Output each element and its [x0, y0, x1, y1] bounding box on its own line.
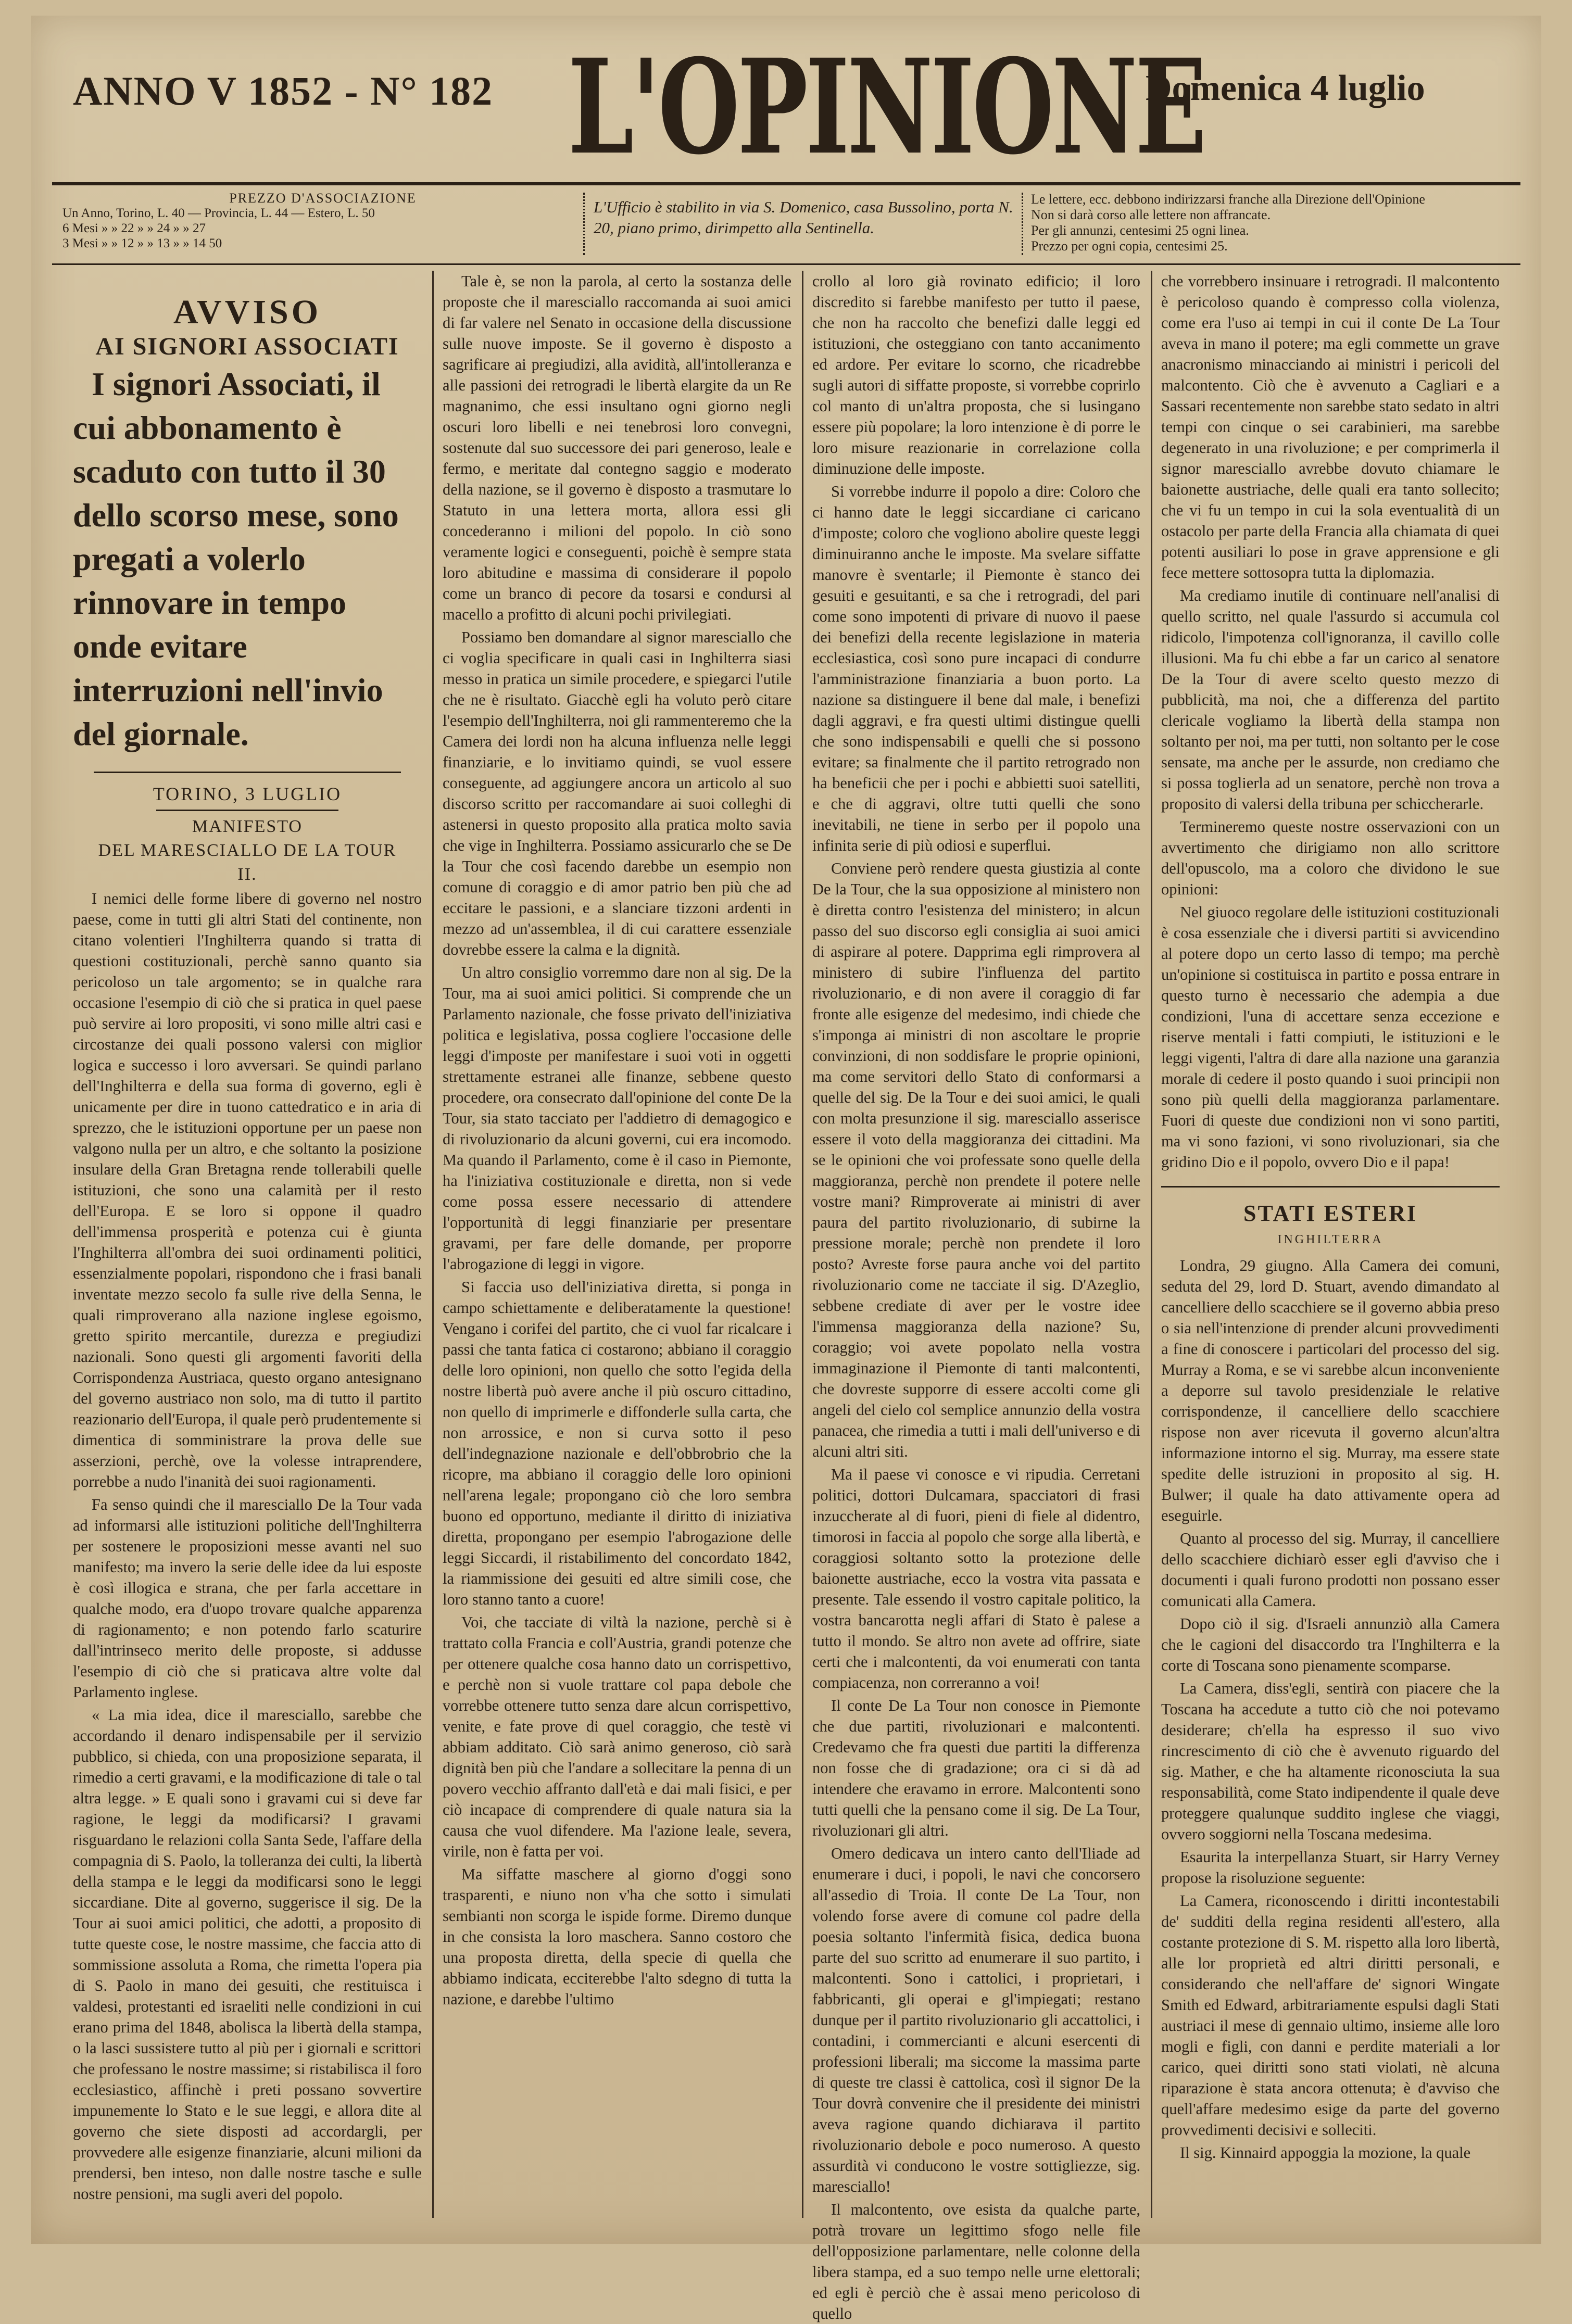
issue-date: Domenica 4 luglio	[1146, 68, 1425, 108]
column-2	[443, 271, 791, 2228]
paragraph: Ma il paese vi conosce e vi ripudia. Cerretani politici, dottori Dulcamara, spacciatori di frasi inzuccherate al di fuori, pieni di fiele al didentro, timorosi in faccia al popolo che sorge alla libertà, e coraggiosi soltanto sotto la protezione delle baionette austriache, ecco la vostra vita passata e presente. Tale essendo il vostro capitale politico, la vostra bancarotta negli affari di Stato è palese a tutto il mondo. Se altro non avete ad offrire, siate certi che i malcontenti, da voi enumerati con tanta compiacenza, non correranno a voi!	[812, 1466, 1140, 1691]
avviso-subtitle: AI SIGNORI ASSOCIATI	[95, 333, 399, 360]
section-heading: STATI ESTERI	[1243, 1201, 1417, 1226]
divider	[94, 772, 401, 773]
paragraph: La Camera, diss'egli, sentirà con piacere che la Toscana ha accedute a tutto ciò che noi potevamo desiderare; ch'ella ha espresso il suo vivo rincrescimento di ciò che è avvenuto riguardo del sig. Mather, e che ha altamente riconosciuta la sua responsabilità, come Stato indipendente il quale deve proteggere qualunque suddito inglese che viaggi, ovvero soggiorni nella Toscana medesima.	[1161, 1679, 1500, 1843]
paragraph: Possiamo ben domandare al signor maresciallo che ci voglia specificare in quali casi in Inghilterra siasi messo in pratica un simile procedere, e spiegarci l'utile che ne è risultato. Giacchè egli ha voluto però citare l'esempio dell'Inghilterra, noi gli rammenteremo che la Camera dei lordi non ha alcuna influenza nelle leggi finanziarie, e lo invitiamo quindi, se vuol essere conseguente, ad aggiungere ancora un articolo al suo discorso scritto per raccomandare ai suoi colleghi di astenersi in questo proposito alla pratica molto savia che vige in Inghilterra. Possiamo assicurarlo che se De la Tour che così facendo darebbe un esempio non comune di coraggio e di amor patrio ben più che ad eccitare le passioni, e a slanciare tizzoni ardenti in mezzo ad un'assemblea, il di cui carattere essenziale dovrebbe essere la calma e la dignità.	[443, 628, 791, 958]
subscription-strip	[52, 182, 1520, 265]
paragraph: Conviene però rendere questa giustizia al conte De la Tour, che la sua opposizione al ministero non è diretta contro l'esistenza del ministero; in alcun passo del suo discorso egli consiglia ai suoi amici di aspirare al potere. Dapprima egli rimprovera al ministero di subire l'influenza del partito rivoluzionario, e di non avere il coraggio di far fronte alle esigenze del medesimo, indi chiede che s'imponga ai ministri di non ascoltare le proprie convinzioni, di non soddisfare le proprie opinioni, ma come servitori dello Stato di conformarsi a quelle del sig. De la Tour e dei suoi amici, le quali con molta presunzione il sig. maresciallo asserisce essere il voto della maggioranza dei cittadini. Ma se le opinioni che voi professate sono quelle della maggioranza, perchè non prendete il potere nelle vostre mani? Rimproverate ai ministri di aver paura del partito rivoluzionario, di subirne la pressione morale; perchè non prendete il loro posto? Avreste forse paura anche voi del partito rivoluzionario come ne tacciate il sig. D'Azeglio, sebbene crediate di aver per le vostre idee l'immensa maggioranza della nazione? Su, coraggio; voi avete popolato nella vostra immaginazione il Piemonte di tanti malcontenti, che dovreste supporre di essere accolti come gli angeli del cielo col semplice annunzio della vostra panacea, che rimedia a tutti i mali dell'universo e di alcuni altri siti.	[812, 860, 1140, 1460]
column-rule	[802, 271, 803, 2218]
strip-separator	[1022, 193, 1023, 255]
paragraph: Esaurita la interpellanza Stuart, sir Harry Verney propose la risoluzione seguente:	[1161, 1848, 1500, 1887]
paragraph: Il conte De La Tour non conosce in Piemonte che due partiti, rivoluzionari e malcontenti. Credevamo che fra questi due partiti la differenza non fosse che di gradazione; ora ci si dà ad intendere che eravamo in errore. Malcontenti sono tutti quelli che la pensano come il sig. De La Tour, rivoluzionari gli altri.	[812, 1697, 1140, 1839]
notice-lines	[1031, 192, 1520, 254]
paragraph: I nemici delle forme libere di governo nel nostro paese, come in tutti gli altri Stati del continente, non citano volentieri l'Inghilterra quando si tratta di questioni costituzionali, perchè sanno quanto sia pericoloso un tale argomento; se in qualche rara occasione l'esempio di ciò che si pratica in quel paese può servire ai loro propositi, vi sono mille altri casi e circostanze dei quali possono valersi con miglior logica e successo i loro avversari. Se quindi parlano dell'Inghilterra e della sua forma di governo, egli è unicamente per dire in tuono cattedratico e in aria di sprezzo, che le istituzioni opportune per un paese non valgono nulla per un altro, e che soltanto la posizione insulare della Gran Bretagna rende tollerabili quelle istituzioni, che sono una calamità per il resto dell'Europa. E se loro si oppone il quadro dell'immensa prosperità e potenza cui è giunta l'Inghilterra all'ombra dei suoi ordinamenti politici, essenzialmente popolari, rispondono che i frasi banali inventate mezzo secolo fa sulle rive della Senna, le quali rimproverano alla nazione inglese egoismo, gretto spirito mercantile, durezza e pregiudizi nazionali. Sono questi gli argomenti favoriti della Corrispondenza Austriaca, questo organo antesignano del governo austriaco non solo, ma di tutto il partito reazionario dell'Europa, il quale però prudentemente si dimentica di somministrare la prova delle sue asserzioni, perchè, ove la volesse intraprendere, porrebbe a nudo l'inanità dei suoi ragionamenti.	[73, 890, 422, 1491]
divider	[1161, 1186, 1500, 1188]
paragraph: Ma crediamo inutile di continuare nell'analisi di quello scritto, nel quale l'assurdo si accumula col ridicolo, l'impotenza coll'ignoranza, il cavillo colle illusioni. Ma fu chi ebbe a far un carico al senatore De la Tour di avere scelto questo mezzo di pubblicità, ma noi, che a differenza del partito clericale vogliamo la libertà della stampa non soltanto per noi, ma per tutti, non soltanto per le cose sensate, ma anche per le assurde, non crediamo che si possa toglierla ad un senatore, perchè non trova a proposito di valersi della tribuna per schiccherarle.	[1161, 587, 1500, 813]
avviso-body: I signori Associati, il cui abbonamento è scaduto con tutto il 30 dello scorso mese, sono pregati a volerlo rinnovare in tempo onde evitare interruzioni nell'invio del giornale.	[73, 365, 399, 752]
avviso-title: AVVISO	[173, 293, 322, 331]
paragraph: Un altro consiglio vorremmo dare non al sig. De la Tour, ma ai suoi amici politici. Si comprende che un Parlamento nazionale, che fosse privato dell'iniziativa politica e legislativa, possa cogliere l'occasione delle leggi d'imposte per manifestare i suoi voti in oggetti strettamente estranei alle finanze, sebbene questo procedere, ora consecrato dall'opinione del conte De la Tour, sia stato tacciato per l'addietro di demagogico e di rivoluzionario da alcuni governi, cui era incomodo. Ma quando il Parlamento, come è il caso in Piemonte, ha l'iniziativa costituzionale e diretta, non si vede come possa essere necessario di attendere l'opportunità di leggi finanziarie per presentare gravami, per fare delle domande, per proporre l'abrogazione di leggi in vigore.	[443, 964, 791, 1273]
paragraph: Tale è, se non la parola, al certo la sostanza delle proposte che il maresciallo raccomanda ai suoi amici di far valere nel Senato in occasione della discussione sulle nuove imposte. Se il governo è disposto a sagrificare ai pregiudizi, alla avidità, all'intolleranza e alle passioni dei retrogradi le libertà elargite da un Re magnanimo, che essi insultano ogni giorno negli oscuri loro libelli e nei tenebrosi loro convegni, sostenute dal suo successore dei pari generoso, leale e fermo, e meritate dal contegno saggio e moderato della nazione, se il governo è disposto a trasmutare lo Statuto in una lettera morta, allora essi gli concederanno i milioni del popolo. In ciò sono veramente logici e conseguenti, poichè è sempre stata loro abitudine e massima di considerare il popolo come un branco di pecore da tosarsi e condursi al macello a profitto di alcuni pochi privilegiati.	[443, 272, 791, 623]
paragraph: Il sig. Kinnaird appoggia la mozione, la quale	[1180, 2144, 1471, 2162]
article-part: II.	[237, 865, 257, 884]
paragraph: La Camera, riconoscendo i diritti incontestabili de' sudditi della regina residenti all'estero, alla costante protezione di S. M. rispetto alla loro libertà, alle lor proprietà ed altri diritti personali, e considerando che nell'affare de' signori Wingate Smith ed Edward, arbitrariamente espulsi dagli Stati austriaci il mese di gennaio ultimo, insieme alle loro mogli e figli, con danni e perdite materiali a lor carico, quei diritti sono stati violati, nè alcuna riparazione è stata ancora ottenuta; è d'avviso che quell'affare medesimo esige da parte del governo provvedimenti decisivi e solleciti.	[1161, 1892, 1500, 2139]
paragraph: Si faccia uso dell'iniziativa diretta, si ponga in campo schiettamente e deliberatamente la questione! Vengano i corifei del partito, che ci vuol far ricalcare i passi che tanta fatica ci costarono; abbiano il coraggio delle loro opinioni, non quello che sotto l'egida della nostre libertà può avere anche il più oscuro cittadino, non quello di imprimerle e diffonderle sulla carta, che non arrossice, e non si curva sotto il peso dell'indegnazione nazionale e dell'obbrobrio che la ricopre, ma abbiano il coraggio delle loro opinioni nell'arena legale; propongano ciò che loro sembra buono ed opportuno, mediante il diritto di iniziativa diretta, propongano per esempio l'abrogazione delle leggi Siccardi, il ristabilimento del concordato 1842, la riammissione dei gesuiti ed altre simili cose, che loro stanno tanto a cuore!	[443, 1278, 791, 1608]
price-line: 6 Mesi » » 22 » » 24 » » 27	[62, 221, 206, 235]
column-3	[812, 271, 1140, 2322]
paragraph: Omero dedicava un intero canto dell'Iliade ad enumerare i duci, i popoli, le navi che concorsero all'assedio di Troia. Il conte De La Tour, non volendo forse avere di comune col padre della poesia soltanto l'infermità fisica, dedica buona parte del suo scritto ad enumerare il suo partito, i malcontenti. Sono i cattolici, i proprietari, i fabbricanti, gli operai e gl'impiegati; restano dunque per il partito rivoluzionario gli accattolici, i contadini, i commercianti e alcuni esercenti di professioni liberali; ma siccome la massima parte di queste tre classi è cattolica, così il signor De la Tour dovrà convenire che il presidente dei ministri aveva ragione quando dichiarava il partito rivoluzionario debole e poco numeroso. A questo assurdità vi conducono le vostre sottigliezze, sig. maresciallo!	[812, 1845, 1140, 2195]
newspaper-page	[31, 16, 1541, 2322]
paragraph: Fa senso quindi che il maresciallo De la Tour vada ad informarsi alle istituzioni politiche dell'Inghilterra per sostenere le proposizioni messe avanti nel suo manifesto; ma invero la serie delle idee da lui esposte è così illogica e strana, che per farla accettare in qualche modo, era d'uopo trovare qualche apparenza di ragionamento; e non potendo farlo scaturire dall'intrinseco merito delle proposte, si addusse l'esempio di ciò che si praticava altre volte dal Parlamento inglese.	[73, 1496, 422, 1701]
section-subheading: INGHILTERRA	[1277, 1233, 1384, 1246]
dateline: TORINO, 3 LUGLIO	[153, 784, 342, 804]
notice-line: Le lettere, ecc. debbono indirizzarsi franche alla Direzione dell'Opinione	[1031, 192, 1425, 207]
price-line: 3 Mesi » » 12 » » 13 » » 14 50	[62, 236, 222, 250]
column-rule	[1151, 271, 1152, 2218]
paragraph: Voi, che tacciate di viltà la nazione, perchè si è trattato colla Francia e coll'Austria, grandi potenze che per ottenere qualche cosa hanno dato un corrispettivo, e perchè non si vuole trattare col papa debole che vorrebbe ottenere tutto senza dare alcun corrispettivo, venite, e fate prove di quel coraggio, che testè vi abbiam additato. Ciò sarà animo generoso, ciò sarà dignità ben più che l'andare a sollecitare la penna di un povero vecchio affranto dall'età e dai mali fisici, e per ciò incapace di comprendere di quale natura sia la causa che vuol difendere. Ma l'azione leale, severa, virile, non è fatta per voi.	[443, 1613, 791, 1860]
subscription-prices	[62, 191, 583, 251]
notice-line: Non si darà corso alle lettere non affrancate.	[1031, 207, 1271, 222]
paragraph: Ma siffatte maschere al giorno d'oggi sono trasparenti, e niuno non v'ha che sotto i simulati sembianti non scorga le ispide forme. Diremo dunque in che consista la loro maschera. Sanno costoro che una proposta diretta, della specie di quella che abbiamo indicata, ecciterebbe l'alto sdegno di tutta la nazione, e darebbe l'ultimo	[443, 1865, 791, 2008]
paragraph: Termineremo queste nostre osservazioni con un avvertimento che dirigiamo non allo scrittore dell'opuscolo, ma a coloro che dividono le sue opinioni:	[1161, 818, 1500, 898]
notice-line: Per gli annunzi, centesimi 25 ogni linea.	[1031, 223, 1249, 238]
article-subheading: DEL MARESCIALLO DE LA TOUR	[98, 841, 397, 860]
office-address: L'Ufficio è stabilito in via S. Domenico, casa Bussolino, porta N. 20, piano primo, dirimpetto alla Sentinella.	[594, 198, 1013, 237]
notice-line: Prezzo per ogni copia, centesimi 25.	[1031, 238, 1228, 254]
prices-title: PREZZO D'ASSOCIAZIONE	[229, 191, 417, 206]
paragraph: Il malcontento, ove esista da qualche parte, potrà trovare un legittimo sfogo nelle file dell'opposizione parlamentare, nelle colonne della libera stampa, ed a suo tempo nelle urne elettorali; ed egli è perciò che è assai meno pericoloso di quello	[812, 2201, 1140, 2322]
masthead	[73, 30, 1500, 193]
newspaper-title: L'OPINIONE	[568, 30, 1204, 183]
price-line: Un Anno, Torino, L. 40 — Provincia, L. 44 — Estero, L. 50	[62, 206, 375, 220]
column-rule	[432, 271, 434, 2218]
column-1	[73, 271, 422, 2228]
paragraph: Londra, 29 giugno. Alla Camera dei comuni, seduta del 29, lord D. Stuart, avendo dimandato al cancelliere dello scacchiere se il governo abbia preso o sia nell'intenzione di prender alcuni provvedimenti a fine di conoscere i particolari del processo del sig. Murray a Roma, e se vi sarebbe alcun inconveniente a deporre sul tavolo presidenziale le relative corrispondenze, il cancelliere dello scacchiere rispose non aver ricevuta il governo alcun'altra informazione intorno el sig. Murray, ma essere state spedite delle istruzioni in proposito al sig. H. Bulwer; il quale ha dato attivamente opera ad eseguirle.	[1161, 1257, 1500, 1524]
strip-separator	[583, 193, 585, 255]
paragraph: crollo al loro già rovinato edificio; il loro discredito si farebbe manifesto per tutto il paese, che non ha raccolto che benefizi dalle leggi ed istituzioni, che osteggiano con tanto accanimento ed ardore. Per evitare lo scorno, che ricadrebbe sugli autori di siffatte proposte, si vorrebbe coprirlo col manto di un'altra proposta, che si lusingano essere più popolare; la loro intenzione è di porre le loro misure reazionarie in correlazione colla diminuzione delle imposte.	[812, 272, 1140, 477]
divider	[156, 810, 338, 811]
paragraph: Dopo ciò il sig. d'Israeli annunziò alla Camera che le cagioni del disaccordo tra l'Inghilterra e la corte di Toscana sono pienamente scomparse.	[1161, 1615, 1500, 1674]
paragraph: « La mia idea, dice il maresciallo, sarebbe che accordando il denaro indispensabile per il servizio pubblico, si chieda, con una proposizione separata, il rimedio a certi gravami, e la modificazione di tale o tal altra legge. » E quali sono i gravami cui si deve far ragione, le leggi da modificarsi? I gravami risguardano le relazioni colla Santa Sede, l'affare della compagnia di S. Paolo, la tolleranza dei culti, la libertà della stampa e le leggi da modificarsi sono le leggi siccardiane. Dite al governo, suggerisce il sig. De la Tour ai suoi amici politici, che adotti, a proposito di tutte queste cose, le nostre massime, che faccia atto di sommissione assoluta a Roma, che rimetta l'opera pia di S. Paolo in mano dei gesuiti, che restituisca i valdesi, protestanti ed israeliti nelle condizioni in cui erano prima del 1848, abolisca la libertà della stampa, o la lasci sussistere tutto al più per i giornali e scrittori che professano le nostre massime; si ristabilisca il foro ecclesiastico, affinchè i preti possano sovvertire impunemente lo Stato e le sue leggi, e allora dite al governo che siete disposti ad accordargli, per provvedere alle esigenze finanziarie, alcuni milioni da prendersi, ben inteso, non dalle nostre tasche e sulle nostre pensioni, ma sugli averi del popolo.	[73, 1706, 422, 2203]
article-heading: MANIFESTO	[192, 817, 303, 836]
paragraph: Si vorrebbe indurre il popolo a dire: Coloro che ci hanno date le leggi siccardiane ci caricano d'imposte; coloro che vogliono abolire queste leggi diminuiranno anche le imposte. Ma svelare siffatte manovre è sventarle; il Piemonte è stanco dei gesuiti e gesuitanti, e sa che i retrogradi, del pari come sono impotenti di privare di nuovo il paese dei benefizi della recente legislazione in materia ecclesiastica, così sono pure incapaci di condurre l'amministrazione finanziaria a buon porto. La nazione sa distinguere il bene dal male, i benefizi dagli aggravi, e fra questi ultimi distingue quelli che sono indispensabili e quelli che si possono evitare; sa finalmente che il partito retrogrado non ha beneficii che per i pochi e abbietti suoi satelliti, e che di aggravi, oltre tutti quelli che sono inevitabili, ne tiene in serbo per il popolo una infinita serie di più odiosi e superflui.	[812, 483, 1140, 854]
column-4	[1161, 271, 1500, 2228]
paragraph: che vorrebbero insinuare i retrogradi. Il malcontento è pericoloso quando è compresso colla violenza, come era l'uso ai tempi in cui il conte De La Tour aveva in mano il potere; ma egli commette un grave anacronismo minacciando ai ministri i pericoli del malcontento. Ciò che è avvenuto a Cagliari e a Sassari recentemente non sarebbe stato sedato in altri tempi con cinque o sei carabinieri, ma sarebbe degenerato in una rivoluzione; e per comprimerla il signor maresciallo avrebbe dovuto chiamare le baionette austriache, delle quali era tanto sollecito; che vi fu un tempo in cui la sola eventualità di un ostacolo per parte della Francia alla chiamata di quei potenti ausiliari lo pose in grave apprensione e gli fece mettere sottosopra tutta la diplomazia.	[1161, 272, 1500, 582]
paragraph: Nel giuoco regolare delle istituzioni costituzionali è cosa essenziale che i diversi partiti si avvicendino al potere dopo un certo lasso di tempo; ma perchè un'opinione si costituisca in partito e possa entrare in questo turno è necessario che adempia a due condizioni, l'una di accettare senza eccezione e riserve mentali i fatti compiuti, le istituzioni e le leggi vigenti, l'altra di dare alla nazione una garanzia morale di cedere il posto quando i suoi principii non sono più quelli della maggioranza parlamentare. Fuori di queste due condizioni non vi sono partiti, ma vi sono fazioni, vi sono rivoluzionari, sia che gridino Dio e il popolo, ovvero Dio e il papa!	[1161, 903, 1500, 1171]
issue-info: ANNO V 1852 - N° 182	[73, 68, 494, 113]
paragraph: Quanto al processo del sig. Murray, il cancelliere dello scacchiere dichiarò esser egli d'avviso che i documenti i quali furono prodotti non possano esser comunicati alla Camera.	[1161, 1530, 1500, 1610]
